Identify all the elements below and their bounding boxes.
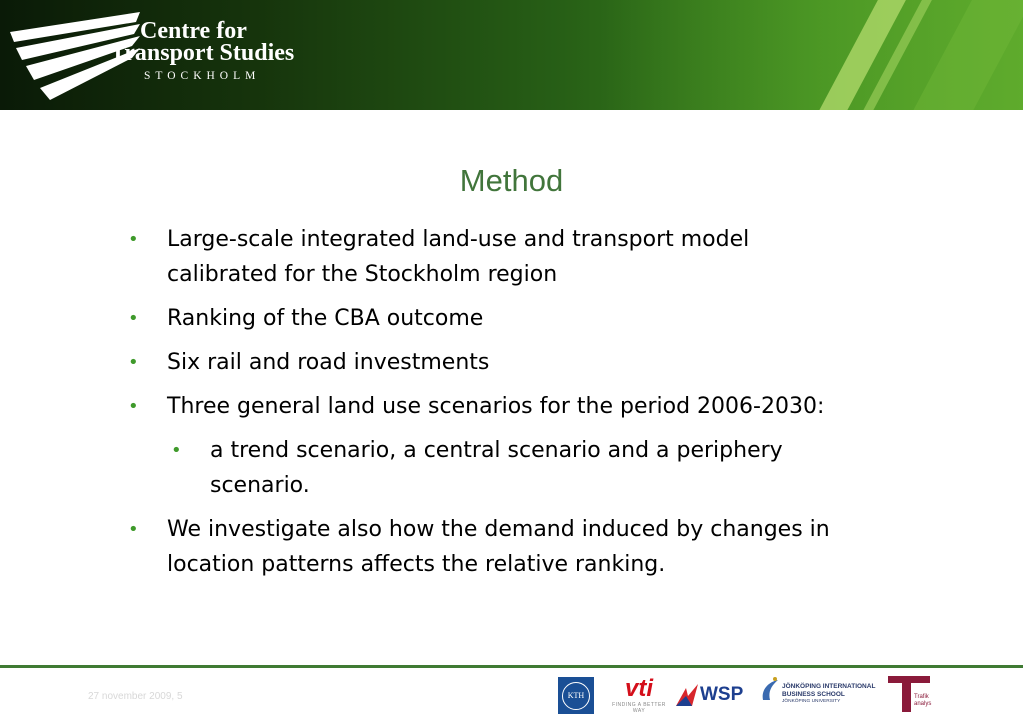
trafikanalys-logo — [888, 674, 938, 714]
bullet-dot-icon: • — [128, 229, 139, 250]
header-banner — [0, 0, 1023, 110]
bullet-dot-icon: • — [128, 396, 139, 417]
vti-logo — [612, 676, 666, 714]
org-city: STOCKHOLM — [144, 70, 261, 82]
trafikanalys-line1: Trafik — [914, 694, 929, 700]
bullet-text: We investigate also how the demand induced by changes in location patterns affects the relative ranking. — [167, 517, 830, 577]
bullet-dot-icon: • — [171, 440, 182, 461]
bullet-text: a trend scenario, a central scenario and a periphery scenario. — [210, 438, 783, 498]
footer-divider — [0, 665, 1023, 668]
trafikanalys-line2: analys — [914, 701, 932, 707]
kth-seal-logo — [558, 677, 594, 714]
bullet-item — [128, 301, 848, 336]
wsp-mark-icon — [676, 684, 698, 706]
jibs-logo-line3: JÖNKÖPING UNIVERSITY — [782, 699, 841, 704]
jibs-logo — [760, 672, 878, 710]
jibs-logo-line1: JÖNKÖPING INTERNATIONAL — [782, 683, 876, 690]
bullet-text: Ranking of the CBA outcome — [167, 306, 484, 331]
bullet-item — [128, 389, 848, 424]
jibs-emblem-icon — [760, 676, 782, 706]
bullet-dot-icon: • — [128, 308, 139, 329]
vti-logo-tagline: FINDING A BETTER WAY — [612, 702, 666, 714]
bullet-list — [128, 222, 848, 591]
bullet-dot-icon: • — [128, 519, 139, 540]
wsp-logo — [676, 682, 750, 708]
kth-seal-text: KTH — [562, 682, 590, 710]
vti-logo-name: vti — [624, 675, 653, 702]
bullet-text: Three general land use scenarios for the period 2006-2030: — [167, 394, 825, 419]
trafikanalys-logo-text — [914, 694, 931, 708]
jibs-logo-line2: BUSINESS SCHOOL — [782, 691, 845, 698]
org-name-line1: Centre for — [140, 18, 247, 44]
wsp-logo-name: WSP — [700, 684, 744, 705]
org-logo-text — [110, 20, 294, 82]
bullet-text: Six rail and road investments — [167, 350, 490, 375]
slide-title: Method — [459, 163, 564, 198]
bullet-item — [128, 512, 848, 582]
bullet-item — [128, 345, 848, 380]
bullet-item — [128, 222, 848, 292]
bullet-dot-icon: • — [128, 352, 139, 373]
footer-date-page: 27 november 2009, 5 — [88, 691, 183, 702]
org-name-line2: Transport Studies — [110, 40, 295, 66]
bullet-text: Large-scale integrated land-use and transport model calibrated for the Stockholm region — [167, 227, 750, 287]
sub-bullet-item — [171, 433, 848, 503]
